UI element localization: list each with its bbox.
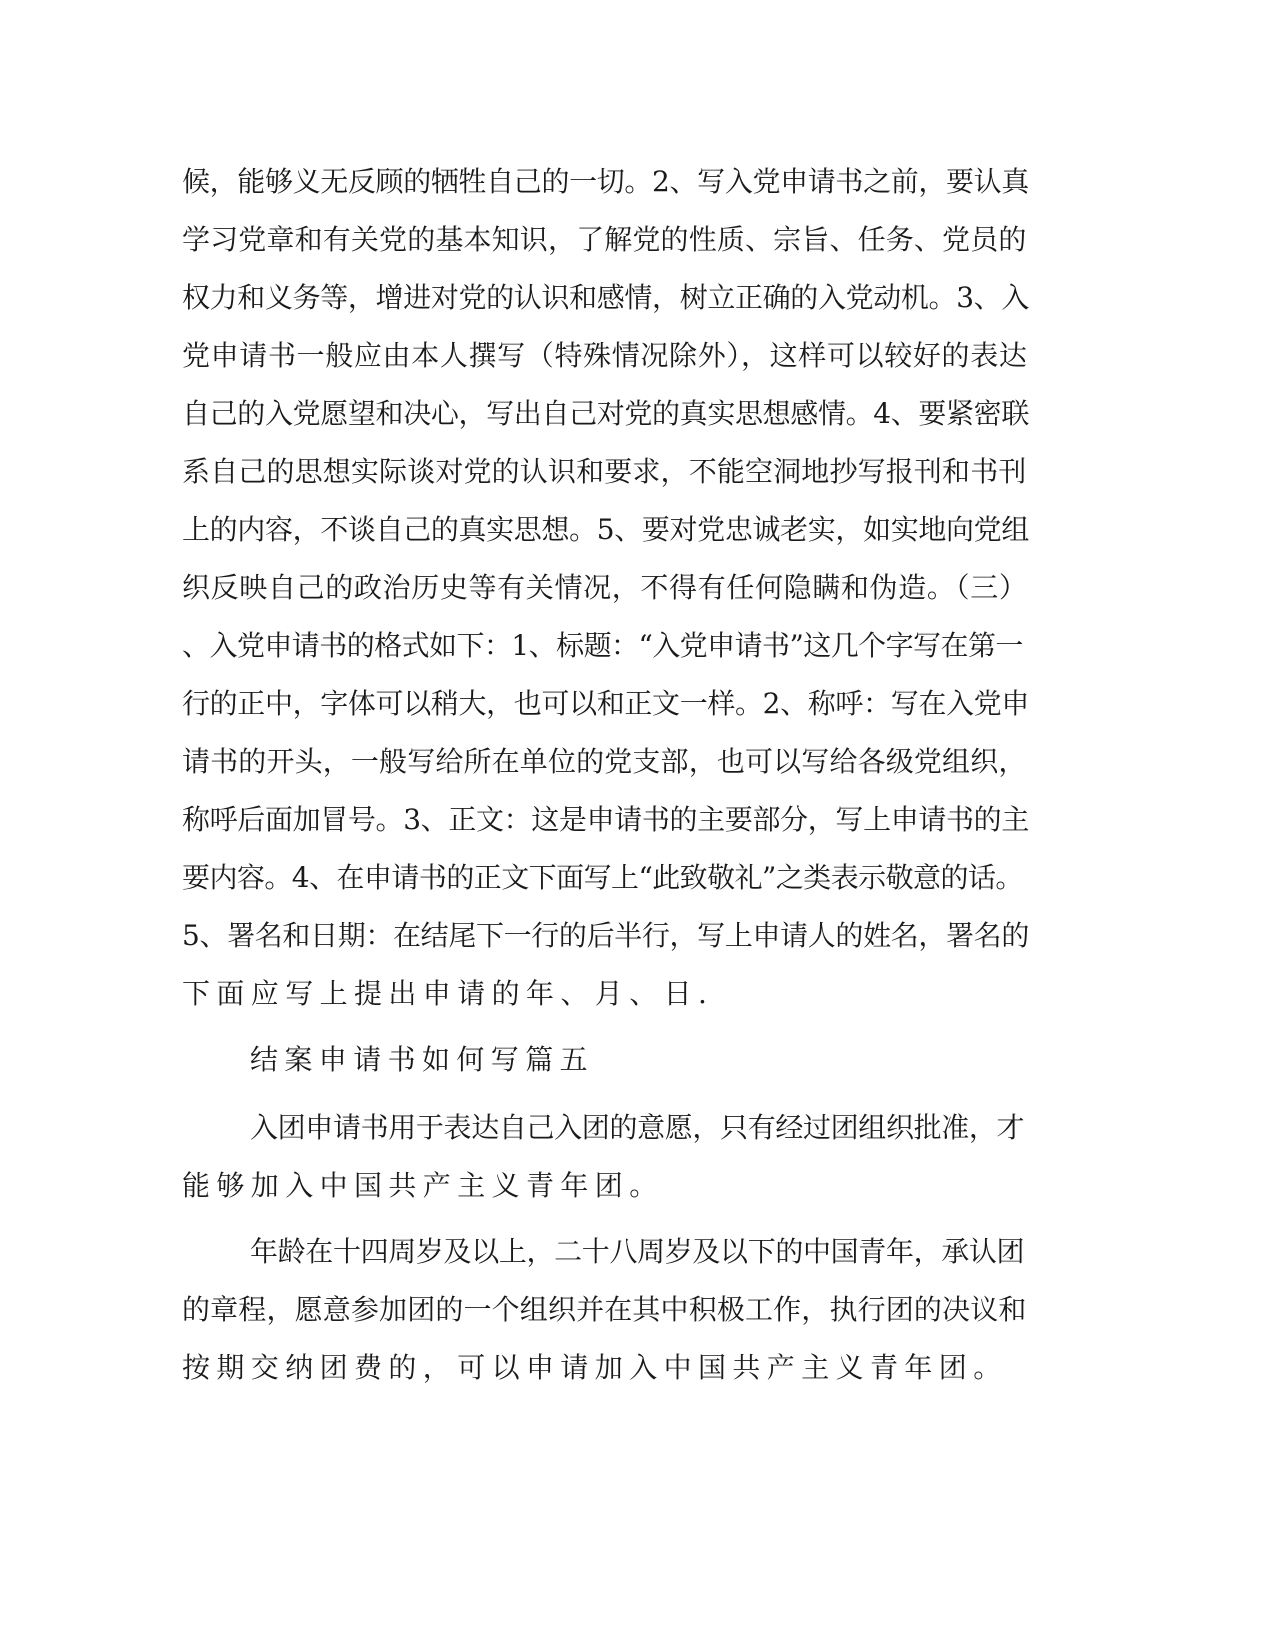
body-line: 候，能够义无反顾的牺牲自己的一切。2、写入党申请书之前，要认真	[182, 165, 1029, 198]
body-line: 称呼后面加冒号。3、正文：这是申请书的主要部分，写上申请书的主	[182, 803, 1029, 836]
body-line: 5、署名和日期：在结尾下一行的后半行，写上申请人的姓名，署名的	[182, 919, 1029, 952]
paragraph-line: 年龄在十四周岁及以上，二十八周岁及以下的中国青年，承认团	[250, 1235, 1025, 1268]
paragraph-line: 入团申请书用于表达自己入团的意愿，只有经过团组织批准，才	[250, 1111, 1025, 1144]
body-line: 上的内容，不谈自己的真实思想。5、要对党忠诚老实，如实地向党组	[182, 513, 1029, 546]
section-heading: 结案申请书如何写篇五	[250, 1043, 595, 1076]
body-line: 权力和义务等，增进对党的认识和感情，树立正确的入党动机。3、入	[182, 281, 1029, 314]
body-line: 要内容。4、在申请书的正文下面写上“此致敬礼”之类表示敬意的话。	[182, 861, 1023, 894]
body-line: 行的正中，字体可以稍大，也可以和正文一样。2、称呼：写在入党申	[182, 687, 1029, 720]
body-line: 系自己的思想实际谈对党的认识和要求，不能空洞地抄写报刊和书刊	[182, 455, 1027, 488]
body-line: 自己的入党愿望和决心，写出自己对党的真实思想感情。4、要紧密联	[182, 397, 1029, 430]
body-line: 下面应写上提出申请的年、月、日.	[182, 977, 714, 1010]
paragraph-line: 能够加入中国共产主义青年团。	[182, 1169, 664, 1202]
body-line: 学习党章和有关党的基本知识，了解党的性质、宗旨、任务、党员的	[182, 223, 1027, 256]
paragraph-line: 按期交纳团费的，可以申请加入中国共产主义青年团。	[182, 1351, 1008, 1384]
paragraph-line: 的章程，愿意参加团的一个组织并在其中积极工作，执行团的决议和	[182, 1293, 1027, 1326]
body-line: 请书的开头，一般写给所在单位的党支部，也可以写给各级党组织，	[182, 745, 1027, 778]
body-line: 织反映自己的政治历史等有关情况，不得有任何隐瞒和伪造。（三）	[182, 571, 1028, 604]
body-line: 党申请书一般应由本人撰写（特殊情况除外），这样可以较好的表达	[182, 339, 1028, 372]
body-line: 、入党申请书的格式如下：1、标题：“入党申请书”这几个字写在第一	[182, 629, 1023, 662]
